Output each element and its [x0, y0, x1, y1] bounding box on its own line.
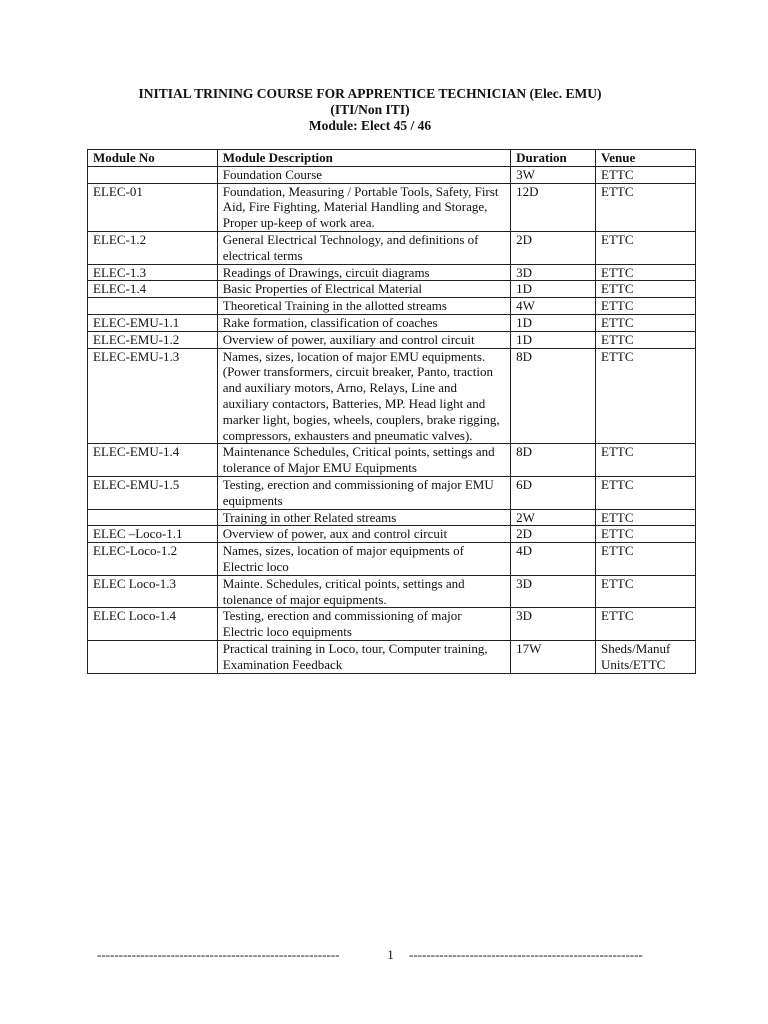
table-row — [88, 444, 696, 477]
module-table — [87, 149, 696, 674]
module-no-cell: ELEC-EMU-1.4 — [88, 444, 218, 477]
module-no-cell: ELEC-1.3 — [88, 264, 218, 281]
description-cell: Names, sizes, location of major EMU equipments. (Power transformers, circuit breaker, Panto, traction and auxiliary motors, Arno, Relays, Line and auxiliary contactors, Batteries, MP. Head light and marker light, bogies, wheels, couplers, brake rigging, compressors, exhausters and pneumatic valves). — [217, 348, 510, 444]
duration-cell: 17W — [511, 640, 596, 673]
table-row — [88, 298, 696, 315]
venue-cell: ETTC — [596, 314, 696, 331]
table-row — [88, 348, 696, 444]
description-cell: Foundation, Measuring / Portable Tools, Safety, First Aid, Fire Fighting, Material Handling and Storage, Proper up-keep of work area. — [217, 183, 510, 231]
description-cell: Overview of power, auxiliary and control circuit — [217, 331, 510, 348]
table-row — [88, 575, 696, 608]
module-no-cell: ELEC-1.2 — [88, 231, 218, 264]
venue-cell: ETTC — [596, 608, 696, 641]
venue-cell: ETTC — [596, 476, 696, 509]
table-body — [88, 166, 696, 673]
venue-cell: ETTC — [596, 183, 696, 231]
table-row — [88, 476, 696, 509]
table-row — [88, 331, 696, 348]
column-header-venue: Venue — [596, 150, 696, 167]
module-no-cell — [88, 298, 218, 315]
venue-cell: ETTC — [596, 348, 696, 444]
table-row — [88, 543, 696, 576]
venue-cell: ETTC — [596, 526, 696, 543]
document-header — [0, 86, 740, 134]
module-no-cell: ELEC-EMU-1.3 — [88, 348, 218, 444]
venue-cell: ETTC — [596, 231, 696, 264]
description-cell: Mainte. Schedules, critical points, settings and tolenance of major equipments. — [217, 575, 510, 608]
module-no-cell: ELEC Loco-1.4 — [88, 608, 218, 641]
venue-cell: ETTC — [596, 575, 696, 608]
footer-left-rule: -------------------------------------------------------- — [97, 947, 340, 962]
duration-cell: 1D — [511, 281, 596, 298]
table-row — [88, 281, 696, 298]
duration-cell: 8D — [511, 348, 596, 444]
table-row — [88, 509, 696, 526]
module-no-cell: ELEC-EMU-1.2 — [88, 331, 218, 348]
description-cell: Basic Properties of Electrical Material — [217, 281, 510, 298]
column-header-module-no: Module No — [88, 150, 218, 167]
document-title: INITIAL TRINING COURSE FOR APPRENTICE TECHNICIAN (Elec. EMU) — [138, 86, 602, 101]
venue-cell: ETTC — [596, 298, 696, 315]
duration-cell: 3W — [511, 166, 596, 183]
venue-cell: ETTC — [596, 509, 696, 526]
duration-cell: 2D — [511, 526, 596, 543]
venue-cell: Sheds/Manuf Units/ETTC — [596, 640, 696, 673]
footer-right-rule: ------------------------------------------------------ — [409, 947, 643, 962]
table-row — [88, 314, 696, 331]
description-cell: Maintenance Schedules, Critical points, settings and tolerance of Major EMU Equipments — [217, 444, 510, 477]
description-cell: Foundation Course — [217, 166, 510, 183]
module-no-cell: ELEC-EMU-1.5 — [88, 476, 218, 509]
column-header-description: Module Description — [217, 150, 510, 167]
page-footer — [97, 947, 657, 963]
description-cell: Practical training in Loco, tour, Computer training, Examination Feedback — [217, 640, 510, 673]
venue-cell: ETTC — [596, 166, 696, 183]
document-subtitle: (ITI/Non ITI) — [330, 102, 410, 117]
duration-cell: 2D — [511, 231, 596, 264]
module-no-cell — [88, 166, 218, 183]
description-cell: Theoretical Training in the allotted streams — [217, 298, 510, 315]
table-row — [88, 526, 696, 543]
module-no-cell: ELEC-Loco-1.2 — [88, 543, 218, 576]
module-no-cell: ELEC-EMU-1.1 — [88, 314, 218, 331]
module-no-cell — [88, 640, 218, 673]
duration-cell: 4W — [511, 298, 596, 315]
description-cell: Training in other Related streams — [217, 509, 510, 526]
table-header-row — [88, 150, 696, 167]
module-no-cell: ELEC –Loco-1.1 — [88, 526, 218, 543]
venue-cell: ETTC — [596, 281, 696, 298]
duration-cell: 3D — [511, 264, 596, 281]
module-no-cell — [88, 509, 218, 526]
description-cell: Overview of power, aux and control circuit — [217, 526, 510, 543]
module-no-cell: ELEC-01 — [88, 183, 218, 231]
duration-cell: 8D — [511, 444, 596, 477]
module-no-cell: ELEC Loco-1.3 — [88, 575, 218, 608]
description-cell: Rake formation, classification of coaches — [217, 314, 510, 331]
description-cell: Readings of Drawings, circuit diagrams — [217, 264, 510, 281]
module-label: Module: Elect 45 / 46 — [308, 118, 432, 133]
column-header-duration: Duration — [511, 150, 596, 167]
description-cell: General Electrical Technology, and definitions of electrical terms — [217, 231, 510, 264]
venue-cell: ETTC — [596, 264, 696, 281]
description-cell: Names, sizes, location of major equipments of Electric loco — [217, 543, 510, 576]
duration-cell: 2W — [511, 509, 596, 526]
table-row — [88, 608, 696, 641]
venue-cell: ETTC — [596, 543, 696, 576]
duration-cell: 12D — [511, 183, 596, 231]
table-row — [88, 166, 696, 183]
venue-cell: ETTC — [596, 331, 696, 348]
duration-cell: 4D — [511, 543, 596, 576]
table-row — [88, 231, 696, 264]
table-row — [88, 183, 696, 231]
duration-cell: 6D — [511, 476, 596, 509]
duration-cell: 3D — [511, 575, 596, 608]
duration-cell: 3D — [511, 608, 596, 641]
page-number: 1 — [387, 947, 394, 962]
table-row — [88, 264, 696, 281]
description-cell: Testing, erection and commissioning of major Electric loco equipments — [217, 608, 510, 641]
venue-cell: ETTC — [596, 444, 696, 477]
description-cell: Testing, erection and commissioning of major EMU equipments — [217, 476, 510, 509]
duration-cell: 1D — [511, 314, 596, 331]
duration-cell: 1D — [511, 331, 596, 348]
table-row — [88, 640, 696, 673]
module-no-cell: ELEC-1.4 — [88, 281, 218, 298]
